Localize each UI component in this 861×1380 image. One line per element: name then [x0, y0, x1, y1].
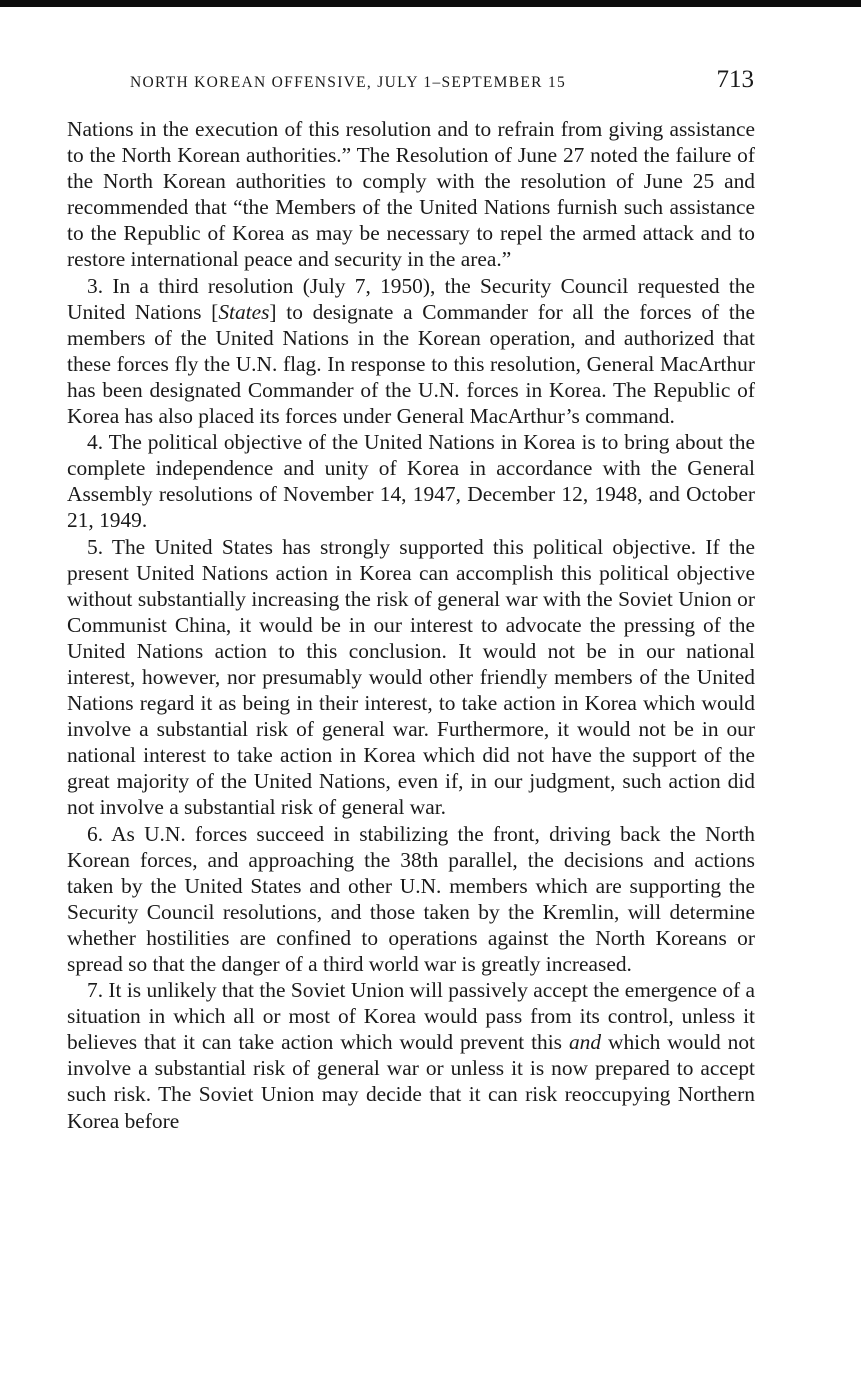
italic-text: and [568, 1030, 602, 1055]
top-border-rule [0, 0, 861, 7]
paragraph-3 [67, 273, 755, 430]
paragraph-5 [67, 534, 755, 821]
paragraph-text: ] to designate a Commander for all the forces of the members of the United Nations in the Korean operation, and authorized that these forces fly the U.N. flag. In response to this resolution, General MacArthur has been designated Commander of the U.N. forces in Korea. The Republic of Korea has also placed its forces under General MacArthur’s command. [67, 299, 755, 429]
paragraph-text: 6. As U.N. forces succeed in stabilizing the front, driving back the North Korean forces, and approaching the 38th parallel, the decisions and actions taken by the United States and other U.N. members which are supporting the Security Council resolutions, and those taken by the Kremlin, will determine whether hostilities are confined to operations against the North Koreans or spread so that the danger of a third world war is greatly increased. [67, 821, 755, 976]
paragraph-continuation [67, 116, 755, 273]
paragraph-text: 5. The United States has strongly supported this political objective. If the present United Nations action in Korea can accomplish this political objective without substantially increasing the risk of general war with the Soviet Union or Communist China, it would be in our interest to advocate the pressing of the United Nations action to this conclusion. It would not be in our national interest, however, nor presumably would other friendly members of the United Nations regard it as being in their interest, to take action in Korea which would involve a substantial risk of general war. Furthermore, it would not be in our national interest to take action in Korea which did not have the support of the great majority of the United Nations, even if, in our judgment, such action did not involve a substantial risk of general war. [67, 534, 755, 820]
italic-text: States [218, 299, 270, 324]
paragraph-text: Nations in the execution of this resolution and to refrain from giving assistance to the North Korean authorities.” The Resolution of June 27 noted the failure of the North Korean authorities to comply with the resolution of June 25 and recommended that “the Members of the United Nations furnish such assistance to the Republic of Korea as may be necessary to repel the armed attack and to restore international peace and security in the area.” [67, 117, 755, 272]
paragraph-6 [67, 821, 755, 978]
running-title: NORTH KOREAN OFFENSIVE, JULY 1–SEPTEMBER 15 [130, 74, 567, 91]
page-header [68, 66, 758, 100]
paragraph-4 [67, 429, 755, 533]
paragraph-text: 3. In a third resolution (July 7, 1950), the Security Council requested the United Nations [ [67, 273, 755, 324]
paragraph-text: which would not involve a substantial risk of general war or unless it is now prepared to accept such risk. The Soviet Union may decide that it can risk reoccupying Northern Korea before [67, 1030, 755, 1133]
paragraph-text: 4. The political objective of the United Nations in Korea is to bring about the complete independence and unity of Korea in accordance with the General Assembly resolutions of November 14, 1947, December 12, 1948, and October 21, 1949. [67, 430, 755, 533]
paragraph-7 [67, 977, 755, 1134]
paragraph-text: 7. It is unlikely that the Soviet Union will passively accept the emergence of a situation in which all or most of Korea would pass from its control, unless it believes that it can take action which would prevent this [67, 978, 755, 1055]
page-number: 713 [716, 66, 754, 93]
body-text [67, 116, 755, 1134]
